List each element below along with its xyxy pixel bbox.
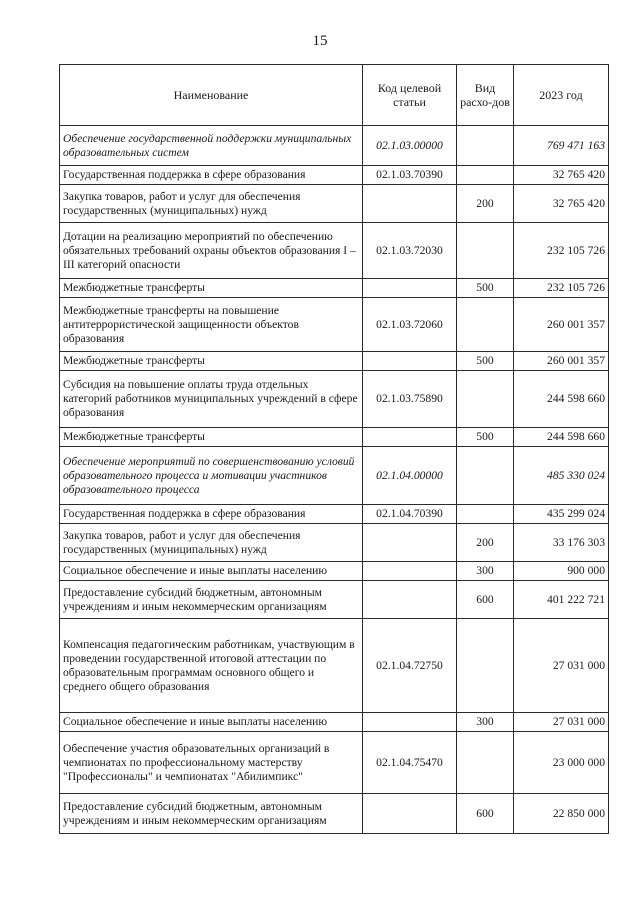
row-name-cell: Межбюджетные трансферты [60, 352, 363, 371]
row-code-cell [363, 428, 457, 447]
row-code-cell: 02.1.03.72030 [363, 223, 457, 279]
table-row [60, 732, 609, 794]
row-code-cell [363, 562, 457, 581]
row-kind-cell [457, 298, 514, 352]
row-sum-cell: 27 031 000 [514, 713, 609, 732]
page-number: 15 [312, 33, 328, 49]
table-row [60, 619, 609, 713]
row-kind-cell: 600 [457, 794, 514, 834]
row-name-cell: Обеспечение государственной поддержки муниципальных образовательных систем [60, 126, 363, 166]
table-row [60, 713, 609, 732]
row-code-cell [363, 185, 457, 223]
row-code-cell: 02.1.04.72750 [363, 619, 457, 713]
row-sum-cell: 232 105 726 [514, 223, 609, 279]
row-name-cell: Обеспечение мероприятий по совершенствованию условий образовательного процесса и мотивации участников образовательного процесса [60, 447, 363, 505]
row-sum-cell: 485 330 024 [514, 447, 609, 505]
row-code-cell: 02.1.04.75470 [363, 732, 457, 794]
row-code-cell: 02.1.03.00000 [363, 126, 457, 166]
row-sum-cell: 401 222 721 [514, 581, 609, 619]
table-row [60, 166, 609, 185]
table-header-row [60, 65, 609, 126]
row-kind-cell: 500 [457, 428, 514, 447]
row-kind-cell [457, 619, 514, 713]
table-row [60, 223, 609, 279]
row-code-cell: 02.1.03.72060 [363, 298, 457, 352]
table-row [60, 371, 609, 428]
table-row [60, 428, 609, 447]
row-sum-cell: 244 598 660 [514, 371, 609, 428]
row-code-cell [363, 279, 457, 298]
row-kind-cell: 500 [457, 279, 514, 298]
row-sum-cell: 244 598 660 [514, 428, 609, 447]
row-kind-cell [457, 732, 514, 794]
row-kind-cell [457, 371, 514, 428]
row-code-cell: 02.1.03.75890 [363, 371, 457, 428]
row-code-cell [363, 713, 457, 732]
row-code-cell [363, 352, 457, 371]
row-code-cell [363, 794, 457, 834]
row-sum-cell: 22 850 000 [514, 794, 609, 834]
row-sum-cell: 23 000 000 [514, 732, 609, 794]
table-row [60, 298, 609, 352]
row-kind-cell: 200 [457, 185, 514, 223]
row-code-cell: 02.1.03.70390 [363, 166, 457, 185]
row-kind-cell: 600 [457, 581, 514, 619]
header-year: 2023 год [514, 65, 609, 126]
row-code-cell [363, 581, 457, 619]
row-kind-cell [457, 447, 514, 505]
row-name-cell: Межбюджетные трансферты на повышение антитеррористической защищенности объектов образования [60, 298, 363, 352]
row-kind-cell: 200 [457, 524, 514, 562]
table-row [60, 562, 609, 581]
table-row [60, 126, 609, 166]
table-row [60, 794, 609, 834]
table-row [60, 185, 609, 223]
row-name-cell: Предоставление субсидий бюджетным, автономным учреждениям и иным некоммерческим организациям [60, 794, 363, 834]
row-sum-cell: 27 031 000 [514, 619, 609, 713]
row-name-cell: Предоставление субсидий бюджетным, автономным учреждениям и иным некоммерческим организациям [60, 581, 363, 619]
header-name: Наименование [60, 65, 363, 126]
row-name-cell: Социальное обеспечение и иные выплаты населению [60, 562, 363, 581]
table-row [60, 279, 609, 298]
row-name-cell: Дотации на реализацию мероприятий по обеспечению обязательных требований охраны объектов образования I – III категорий опасности [60, 223, 363, 279]
row-sum-cell: 32 765 420 [514, 166, 609, 185]
row-name-cell: Компенсация педагогическим работникам, участвующим в проведении государственной итоговой аттестации по образовательным программам основного общего и среднего общего образования [60, 619, 363, 713]
row-code-cell: 02.1.04.70390 [363, 505, 457, 524]
row-kind-cell [457, 223, 514, 279]
row-sum-cell: 33 176 303 [514, 524, 609, 562]
row-kind-cell: 300 [457, 713, 514, 732]
row-name-cell: Межбюджетные трансферты [60, 279, 363, 298]
row-kind-cell: 300 [457, 562, 514, 581]
row-name-cell: Социальное обеспечение и иные выплаты населению [60, 713, 363, 732]
row-sum-cell: 260 001 357 [514, 298, 609, 352]
row-kind-cell [457, 166, 514, 185]
table-body [60, 126, 609, 834]
table-row [60, 524, 609, 562]
row-sum-cell: 260 001 357 [514, 352, 609, 371]
row-code-cell: 02.1.04.00000 [363, 447, 457, 505]
row-name-cell: Государственная поддержка в сфере образования [60, 505, 363, 524]
row-sum-cell: 769 471 163 [514, 126, 609, 166]
row-sum-cell: 32 765 420 [514, 185, 609, 223]
row-kind-cell: 500 [457, 352, 514, 371]
row-name-cell: Субсидия на повышение оплаты труда отдельных категорий работников муниципальных учреждений в сфере образования [60, 371, 363, 428]
row-name-cell: Закупка товаров, работ и услуг для обеспечения государственных (муниципальных) нужд [60, 524, 363, 562]
row-sum-cell: 435 299 024 [514, 505, 609, 524]
header-kind: Вид расхо-дов [457, 65, 514, 126]
row-code-cell [363, 524, 457, 562]
row-name-cell: Обеспечение участия образовательных организаций в чемпионатах по профессиональному мастерству "Профессионалы" и чемпионатах "Абилимпикс" [60, 732, 363, 794]
row-kind-cell [457, 126, 514, 166]
row-sum-cell: 232 105 726 [514, 279, 609, 298]
row-name-cell: Закупка товаров, работ и услуг для обеспечения государственных (муниципальных) нужд [60, 185, 363, 223]
row-kind-cell [457, 505, 514, 524]
budget-table [59, 64, 609, 834]
table-row [60, 581, 609, 619]
row-name-cell: Государственная поддержка в сфере образования [60, 166, 363, 185]
row-name-cell: Межбюджетные трансферты [60, 428, 363, 447]
row-sum-cell: 900 000 [514, 562, 609, 581]
header-code: Код целевой статьи [363, 65, 457, 126]
table-row [60, 447, 609, 505]
table-row [60, 505, 609, 524]
table-row [60, 352, 609, 371]
